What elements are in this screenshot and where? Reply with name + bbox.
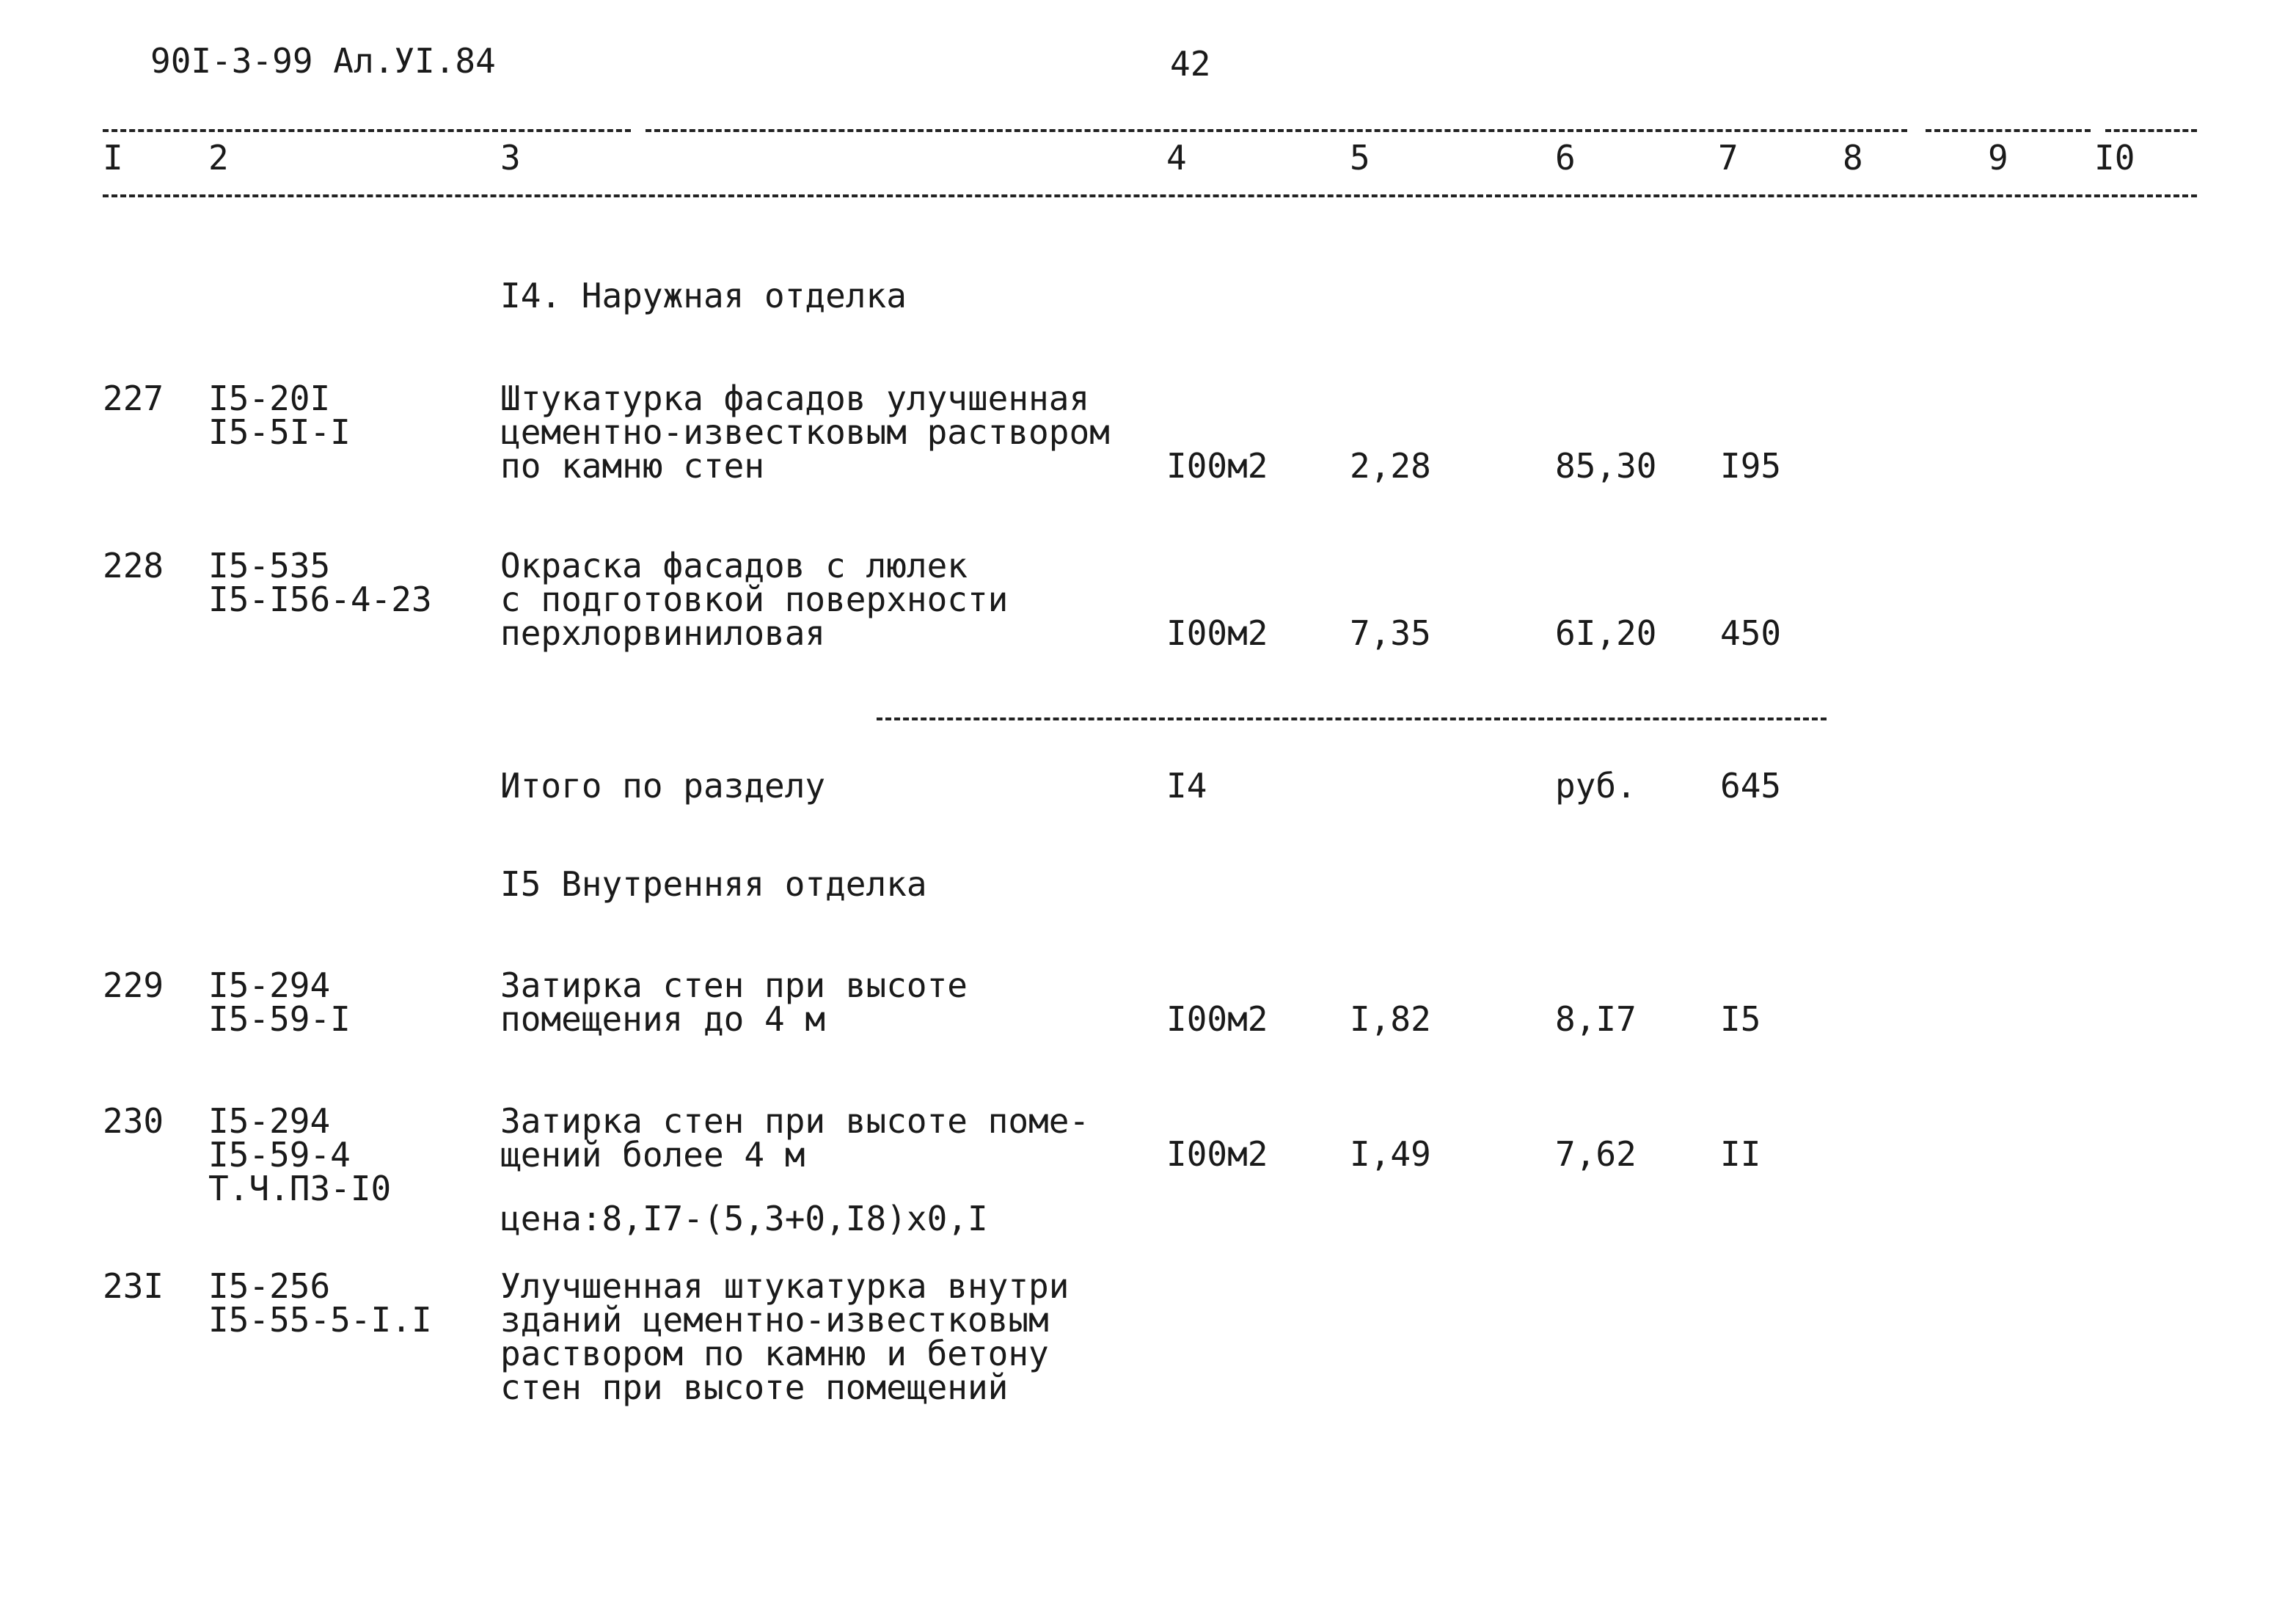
row-quantity: 2,28 [1350,446,1431,486]
row-number: 228 [103,546,164,585]
row-codes: I5-535 I5-I56-4-23 [208,546,432,619]
section-title: I5 Внутренняя отделка [500,864,927,904]
row-codes: I5-294 I5-59-4 Т.Ч.ПЗ-I0 [208,1101,392,1208]
row-number: 23I [103,1266,164,1306]
row-quantity: I,82 [1350,999,1431,1039]
column-header: I0 [2094,138,2135,178]
column-header: 3 [500,138,521,178]
row-total: 450 [1720,613,1782,653]
row-codes: I5-256 I5-55-5-I.I [208,1266,432,1340]
subtotal-rule [877,717,1827,720]
column-header: 5 [1350,138,1370,178]
row-price: 7,62 [1555,1134,1637,1174]
row-total: I95 [1720,446,1782,486]
column-header: I [103,138,123,178]
header-top-rule [1926,129,2091,132]
row-number: 229 [103,965,164,1005]
document-code: 90I-3-99 Ал.УI.84 [150,41,496,81]
section-title: I4. Наружная отделка [500,276,907,315]
row-price: 6I,20 [1555,613,1657,653]
row-description: Улучшенная штукатурка внутри зданий цементно-известковым раствором по камню и бетону стен при высоте помещений [500,1266,1070,1407]
header-top-rule [103,129,631,132]
subtotal-amount: 645 [1720,766,1782,806]
row-description: Штукатурка фасадов улучшенная цементно-известковым раствором по камню стен [500,379,1110,486]
page-number: 42 [1170,44,1211,84]
row-unit: I00м2 [1166,1134,1268,1174]
row-codes: I5-294 I5-59-I [208,965,351,1039]
column-header: 4 [1166,138,1187,178]
row-codes: I5-20I I5-5I-I [208,379,351,452]
row-total: I5 [1720,999,1761,1039]
header-top-rule [646,129,1907,132]
row-price: 85,30 [1555,446,1657,486]
subtotal-section-number: I4 [1166,766,1207,806]
column-header: 7 [1718,138,1739,178]
column-header: 6 [1555,138,1576,178]
header-top-rule [2105,129,2197,132]
row-total: II [1720,1134,1761,1174]
column-header: 2 [208,138,229,178]
row-quantity: 7,35 [1350,613,1431,653]
row-number: 230 [103,1101,164,1141]
row-description: Затирка стен при высоте помещения до 4 м [500,965,968,1039]
row-description: Окраска фасадов с люлек с подготовкой поверхности перхлорвиниловая [500,546,1009,653]
column-header: 9 [1988,138,2008,178]
row-description: Затирка стен при высоте поме- щений более 4 м [500,1101,1090,1175]
row-number: 227 [103,379,164,418]
subtotal-currency: руб. [1555,766,1637,806]
row-unit: I00м2 [1166,446,1268,486]
row-unit: I00м2 [1166,999,1268,1039]
row-price: 8,I7 [1555,999,1637,1039]
row-unit: I00м2 [1166,613,1268,653]
row-quantity: I,49 [1350,1134,1431,1174]
subtotal-label: Итого по разделу [500,766,826,806]
price-note: цена:8,I7-(5,3+0,I8)x0,I [500,1199,988,1238]
header-bottom-rule [103,194,2197,197]
column-header: 8 [1843,138,1863,178]
